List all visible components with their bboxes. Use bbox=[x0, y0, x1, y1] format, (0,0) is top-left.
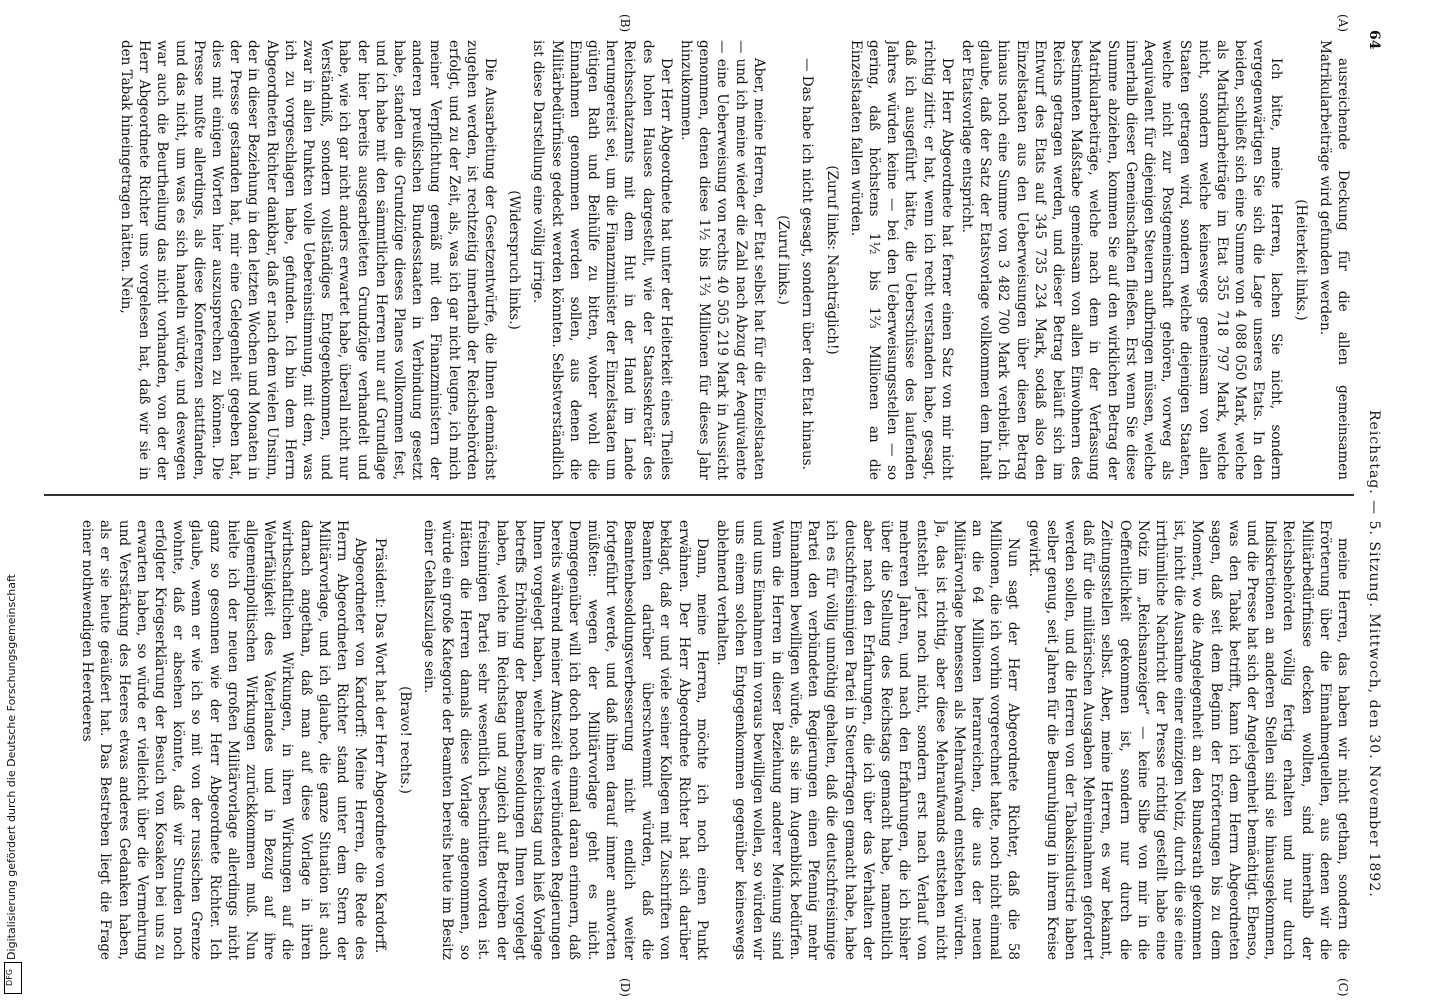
paragraph: Der Herr Abgeordnete hat ferner einen Satz von mir nicht richtig zitirt; er hat, wenn ich recht verstanden habe, gesagt, daß ich ausgeführt hätte, die Ueberschüsse des laufenden Jahres würden keine — bei den Ueberweisungsstellen — so gering, daß höchstens 1½ bis 1⅔ Millionen an die Einzelstaaten fallen würden. bbox=[847, 40, 955, 480]
digitization-note: Digitalisierung gefördert durch die Deutsche Forschungsgemeinschaft bbox=[5, 574, 18, 960]
footer-strip bbox=[0, 0, 26, 1000]
paragraph: Die Ausarbeitung der Gesetzentwürfe, die Ihnen demnächst zugehen werden, ist rechtzeitig innerhalb der Reichsbehörden erfolgt, und zu der Zeit, als, was ich gar nicht leugne, ich mich meiner Verpflichtung gemäß mit den Finanzministern der anderen preußischen Bundesstaaten in Verbindung gesetzt habe, standen die Grundzüge dieses Planes vollkommen fest, und ich habe mit den sämmtlichen Herren nur auf Grundlage der hier bereits ausgearbeiteten Grundzüge verhandelt und habe, wie ich gar nicht anders erwartet habe, überall nicht nur Verständniß, sondern vollständiges Entgegenkommen, und zwar in allen Punkten volle Uebereinstimmung, mit dem, was ich zu vorgeschlagen habe, gefunden. Ich bin dem Herrn Abgeordneten Richter dankbar, daß er nach dem vielen Unsinn, der in dieser Beziehung in den letzten Wochen und Monaten in der Presse gestanden hat, mir eine Gelegenheit gegeben hat, dies mit einigen Worten hier auszusprechen zu können. Die Presse mußte allerdings, als diese Konferenzen stattfanden, und das nicht, um was es sich handeln würde, und deswegen war auch die Beurtheilung das nicht vorhanden, von der der Herr Abgeordnete Richter uns vorgelesen hat, daß wir sie in den Tabak hineingetragen hätten. Nein, bbox=[118, 40, 499, 480]
interjection: (Zuruf links.) bbox=[775, 215, 792, 305]
margin-marker-b: (B) bbox=[618, 14, 632, 33]
dfg-logo-text: DFG bbox=[5, 969, 14, 986]
margin-marker-c: (C) bbox=[1336, 978, 1350, 997]
paragraph: ausreichende Deckung für die allen gemeinsamen Matrikularbeiträge wird gefunden werden. bbox=[1316, 40, 1351, 480]
interjection: (Widerspruch links.) bbox=[506, 190, 523, 330]
paragraph: Ich bitte, meine Herren, lachen Sie nicht, sondern vergegenwärtigen Sie sich die Lage unseres Etats. In den beiden, schließt sich eine Summe von 4 088 050 Mark, welche als Matrikularbeiträge im Etat 355 718 797 Mark, welche nicht, sondern welche keineswegs gemeinsam von allen Staaten getragen wird, sondern welche diejenigen Staaten, welche nicht zur Postgemeinschaft gehören, vorweg als Aequivalent für diejenigen Steuern aufbringen müssen, welche innerhalb dieser Gemeinschaften fließen. Erst wenn Sie diese Summe abziehen, kommen Sie auf den wirklichen Betrag der Matrikularbeiträge, welche nach dem in der Verfassung bestimmten Maßstabe gemeinsam von allen Einwohnern des Reichs getragen werden, und dieser Betrag beläuft sich im Entwurf des Etats auf 345 735 234 Mark, sodaß also den Einzelstaaten aus den Ueberweisungen über diesen Betrag hinaus noch eine Summe von 3 482 700 Mark verbleibt. Ich glaube, daß der Satz der Etatsvorlage vollkommen dem Inhalt der Etatsvorlage entspricht. bbox=[958, 40, 1285, 480]
column-divider bbox=[44, 494, 1354, 496]
interjection: (Zuruf links: Nachträglich!) bbox=[823, 165, 840, 355]
dfg-logo-icon bbox=[4, 962, 22, 994]
footer-text-box bbox=[2, 0, 24, 960]
paragraph: Aber, meine Herren, der Etat selbst hat für die Einzelstaaten — und ich meine wieder die Zahl nach Abzug der Aequivalente — eine Ueberweisung von rechts 40 505 219 Mark in Aussicht genommen, denen diese 1½ bis 1⅔ Millionen für dieses Jahr hinzukommen. bbox=[678, 40, 767, 480]
paragraph: — Das habe ich nicht gesagt, sondern über den Etat hinaus. bbox=[799, 58, 816, 470]
paragraph: Nun sagt der Herr Abgeordnete Richter, daß die 58 Millionen, die ich vorhin vorgerechnet hatte, noch nicht einmal an die 64 Millionen heranreichen, die aus der neuen Militärvorlage bemessen als Mehraufwand entstehen würden. Ja, das ist richtig, aber diese Mehraufwands entstehen nicht entsteht jetzt noch nicht, sondern erst nach Verlauf von mehreren Jahren, und nach den Erfahrungen, die ich bisher über die Stellung des Reichstags gemacht habe, namentlich aber nach den Erfahrungen, die ich über das Verhalten der deutschfreisinnigen Partei in Steuerfragen gemacht habe, habe ich es für völlig unnöthig gehalten, daß die deutschfreisinnige Partei den verbündeten Regierungen einen Pfennig mehr Einnahmen bewilligen würde, als sie im Augenblick bedürfen. Wenn die Herren in dieser Beziehung anderer Meinung sind und uns Einnahmen im voraus bewilligen wollen, so würden wir uns einem solchen Entgegenkommen gegenüber keineswegs ablehnend verhalten. bbox=[714, 520, 1022, 960]
paragraph: Präsident: Das Wort hat der Herr Abgeordnete von Kardorff. bbox=[372, 538, 389, 954]
page-header bbox=[1354, 30, 1382, 970]
page-number: 64 bbox=[1366, 30, 1382, 50]
margin-marker-a: (A) bbox=[1336, 14, 1350, 33]
header-title: Reichstag. — 5. Sitzung. Mittwoch, den 30. November 1892. bbox=[1366, 410, 1382, 898]
margin-marker-d: (D) bbox=[618, 978, 632, 997]
left-text-column bbox=[52, 40, 1352, 480]
interjection: (Bravo! rechts.) bbox=[396, 686, 413, 794]
paragraph: meine Herren, das haben wir nicht gethan, sondern die Erörterung über die Einnahmequellen, aus denen wir die Militärbedürfnisse decken wollten, sind innerhalb der Reichsbehörden völlig fertig erhalten und nur durch Indiskretionen an anderen Stellen sind sie hinausgekommen, und die Presse hat sich der Angelegenheit bemächtigt. Ebenso, was den Tabak betrifft, kann ich dem Herrn Abgeordneten sagen, daß seit dem Beginn der Erörterungen bis zu dem Moment, wo die Angelegenheit an den Bundesrath gekommen ist, nicht die Ausnahme einer einzigen Notiz, durch die sie eine irrthümliche Nachricht der Presse richtig gestellt habe eine Notiz im „Reichsanzeiger“ — keine Silbe von mir in die Oeffentlichkeit gekommen ist, sondern nur durch die Zeitungsstellen selbst. Aber, meine Herren, es war bekannt, daß für die militärischen Ausgaben Mehreinnahmen gefordert werden sollen, und die Herren von der Tabaksindustrie haben selber genug, seit Jahren für die Beunruhigung in ihrem Kreise gewirkt. bbox=[1025, 520, 1351, 960]
paragraph: Dann, meine Herren, möchte ich noch einen Punkt erwähnen. Der Herr Abgeordnete Richter hat sich darüber beklagt, daß er und viele seiner Kollegen mit Zuschriften von Beamten darüber überschwemmt würden, daß die Beamtenbesoldungsverbesserung nicht endlich weiter fortgeführt werde, und daß ihnen darauf immer antworten müßten: wegen der Militärvorlage geht es nicht. Demgegenüber will ich doch noch einmal daran erinnern, daß bereits während meiner Amtszeit die verbündeten Regierungen Ihnen vorgelegt haben, welche im Reichstag und hieß Vorlage betreffs Erhöhung der Beamtenbesoldungen Ihnen vorgelegt haben, welche im Reichstag und zugleich auf Betreiben der freisinnigen Partei sehr wesentlich beschnitten worden ist. Hätten die Herren damals diese Vorlage angenommen, so würde ein große Kategorie der Beamten bereits heute im Besitz einer Gehaltszulage sein. bbox=[420, 520, 710, 960]
paragraph: Der Herr Abgeordnete hat unter der Heiterkeit eines Theiles des hohen Hauses dargestellt, wie der Staatssekretär des Reichsschatzamts mit dem Hut in der Hand im Lande herumgereist sei, um die Finanzminister der Einzelstaaten um gütigen Rath und Beihülfe zu bitten, woher wohl die Einnahmen genommen werden sollen, aus denen die Militärbedürfnisse gedeckt werden könnten. Selbstverständlich ist diese Darstellung eine völlig irrige. bbox=[530, 40, 674, 480]
footer-inner bbox=[2, 4, 24, 994]
paragraph: Abgeordneter von Kardorff: Meine Herren, die Rede des Herrn Abgeordneten Richter stand unter dem Stern der Militärvorlage, und ich glaube, die ganze Situation ist auch darnach angethan, daß man auf diese Vorlage in ihren wirthschaftlichen Wirkungen, in ihren Wirkungen auf die Wehrfähigkeit des Vaterlandes und in Bezug auf ihre allgemeinpolitischen Wirkungen zurückkommen muß. Nun hielte ich der neuen großen Militärvorlage allerdings nicht ganz so gesonnen wie der Herr Abgeordnete Richter. Ich glaube, wenn er wie ich so mit von der russischen Grenze wohnte, daß er absehen könnte, daß wir Stunden noch erfolgter Kriegserklärung der Besuch von Kosaken bei uns zu erwarten haben, so würde er vielleicht über die Vermehrung und Verstärkung des Heeres etwas anderes Gedanken haben, als er sie heute geäußert hat. Das Bestreben liegt die Frage einer nothwendigen Heerdeeres bbox=[79, 520, 369, 960]
interjection: (Heiterkeit links.) bbox=[1292, 199, 1309, 321]
right-text-column bbox=[52, 520, 1352, 960]
